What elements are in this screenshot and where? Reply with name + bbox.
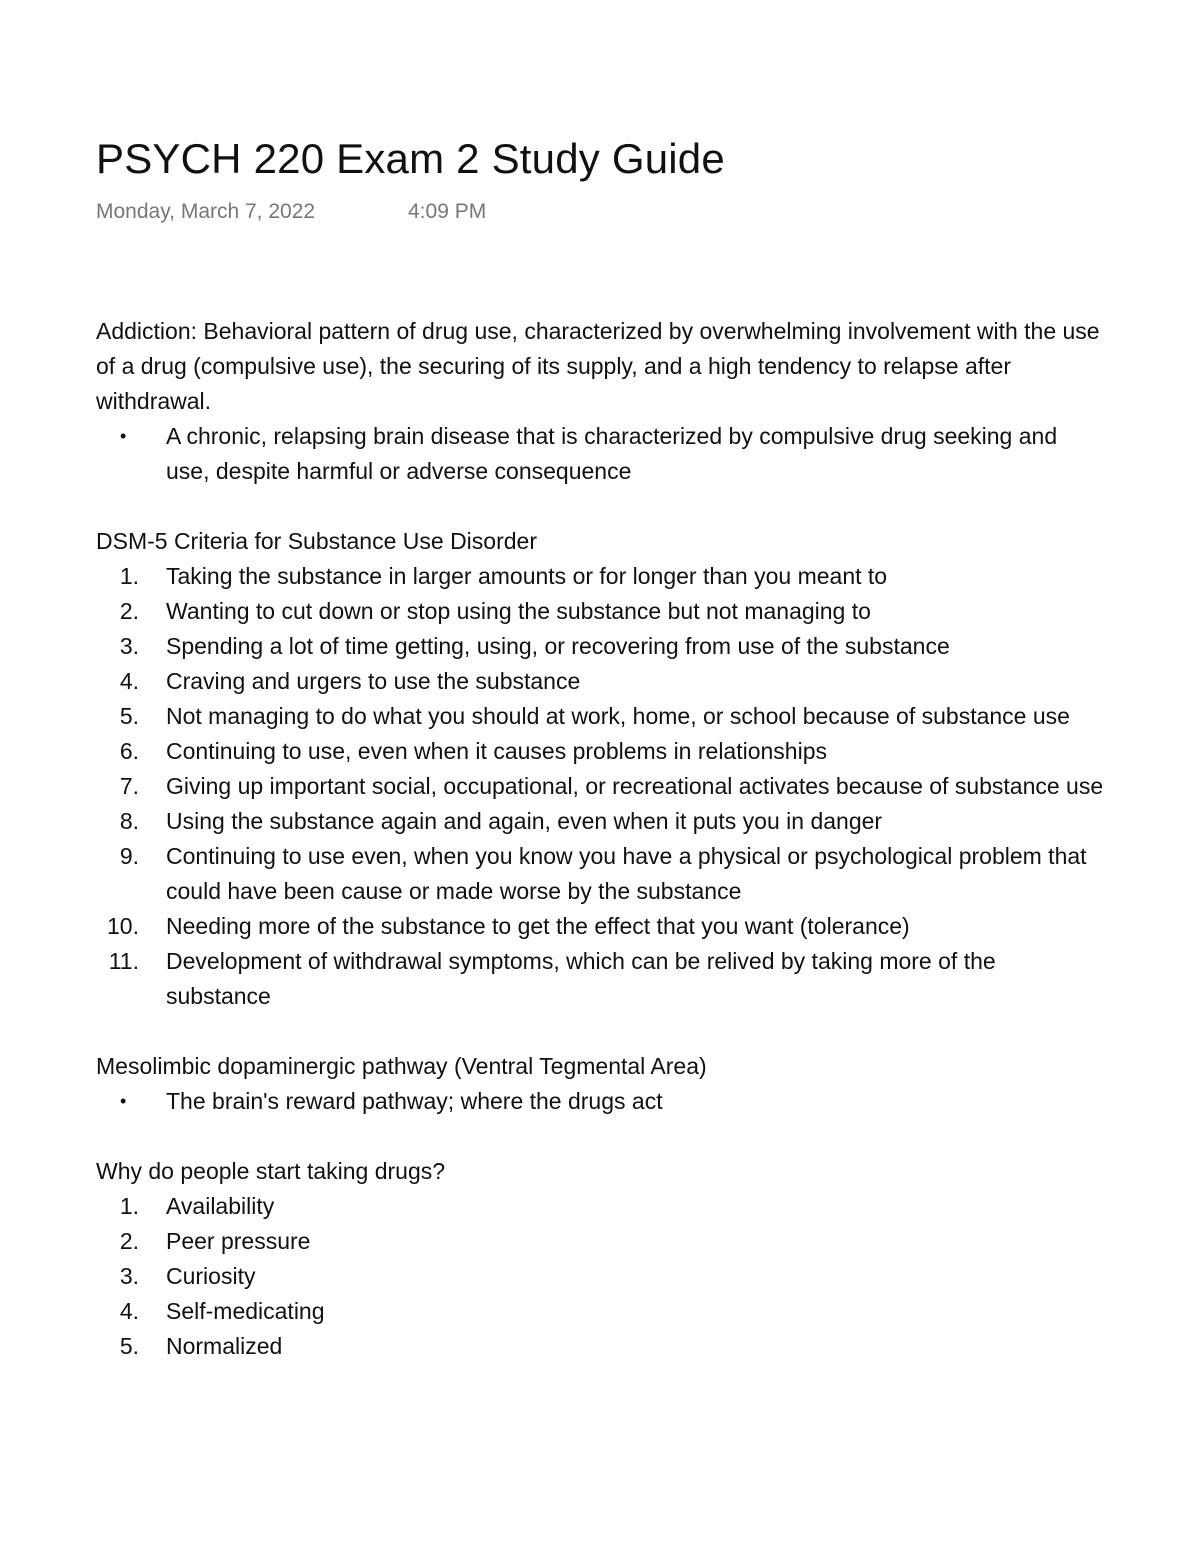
list-item — [96, 699, 1106, 734]
mesolimbic-bullet-list — [96, 1084, 1106, 1119]
list-item — [96, 629, 1106, 664]
list-item-text: Taking the substance in larger amounts or for longer than you meant to — [166, 563, 888, 589]
list-number: 1. — [119, 563, 139, 589]
list-number: 1. — [119, 1193, 139, 1219]
list-item — [96, 664, 1106, 699]
note-body — [96, 314, 1106, 1364]
dsm5-criteria-list — [96, 559, 1106, 1014]
list-number: 2. — [119, 1228, 139, 1254]
why-drugs-section — [96, 1154, 1106, 1364]
list-item — [96, 594, 1106, 629]
why-drugs-list — [96, 1189, 1106, 1364]
list-item-text: Curiosity — [166, 1263, 256, 1289]
bullet-marker: • — [120, 426, 127, 446]
list-item — [96, 1224, 1106, 1259]
list-item — [96, 944, 1106, 1014]
list-number: 7. — [119, 773, 139, 799]
list-item-text: Craving and urgers to use the substance — [166, 668, 581, 694]
list-item-text: Wanting to cut down or stop using the substance but not managing to — [166, 598, 871, 624]
dsm5-section — [96, 524, 1106, 1014]
note-time: 4:09 PM — [408, 200, 487, 223]
list-item — [96, 1189, 1106, 1224]
addiction-definition: Addiction: Behavioral pattern of drug use, characterized by overwhelming involvement with the use of a drug (compulsive use), the securing of its supply, and a high tendency to relapse after withdrawal. — [96, 318, 1100, 414]
list-item — [96, 1259, 1106, 1294]
note-timestamp — [96, 198, 1106, 226]
list-item-text: Availability — [166, 1193, 275, 1219]
note-page — [96, 132, 1106, 1364]
list-item — [96, 909, 1106, 944]
list-item — [96, 769, 1106, 804]
list-item — [96, 1329, 1106, 1364]
addiction-section — [96, 314, 1106, 489]
list-item-text: Using the substance again and again, even when it puts you in danger — [166, 808, 883, 834]
list-item-text: Self-medicating — [166, 1298, 325, 1324]
list-number: 4. — [119, 668, 139, 694]
list-item-text: Continuing to use even, when you know you have a physical or psychological problem that could have been cause or made worse by the substance — [166, 843, 1087, 904]
list-item — [96, 1084, 1106, 1119]
list-item — [96, 839, 1106, 909]
mesolimbic-section — [96, 1049, 1106, 1119]
why-drugs-heading: Why do people start taking drugs? — [96, 1158, 446, 1184]
list-item-text: Development of withdrawal symptoms, which can be relived by taking more of the substance — [166, 948, 996, 1009]
list-number: 9. — [119, 843, 139, 869]
addiction-bullet-list — [96, 419, 1106, 489]
list-number: 5. — [119, 1333, 139, 1359]
list-item-text: Giving up important social, occupational, or recreational activates because of substance use — [166, 773, 1104, 799]
list-item-text: Needing more of the substance to get the effect that you want (tolerance) — [166, 913, 910, 939]
list-item — [96, 734, 1106, 769]
list-number: 2. — [119, 598, 139, 624]
list-item-text: Normalized — [166, 1333, 283, 1359]
list-item-text: The brain's reward pathway; where the drugs act — [166, 1088, 663, 1114]
dsm5-heading: DSM-5 Criteria for Substance Use Disorder — [96, 528, 537, 554]
list-number: 8. — [119, 808, 139, 834]
page-title: PSYCH 220 Exam 2 Study Guide — [96, 135, 725, 182]
bullet-marker: • — [120, 1091, 127, 1111]
list-item-text: A chronic, relapsing brain disease that is characterized by compulsive drug seeking and use, despite harmful or adverse consequence — [166, 423, 1058, 484]
note-date: Monday, March 7, 2022 — [96, 200, 316, 223]
list-number: 6. — [119, 738, 139, 764]
list-number: 3. — [119, 1263, 139, 1289]
list-number: 11. — [108, 948, 139, 974]
list-number: 10. — [107, 913, 139, 939]
list-number: 5. — [119, 703, 139, 729]
mesolimbic-heading: Mesolimbic dopaminergic pathway (Ventral Tegmental Area) — [96, 1053, 707, 1079]
list-item — [96, 559, 1106, 594]
list-number: 3. — [119, 633, 139, 659]
list-item-text: Peer pressure — [166, 1228, 311, 1254]
list-item — [96, 1294, 1106, 1329]
list-item-text: Spending a lot of time getting, using, or recovering from use of the substance — [166, 633, 950, 659]
list-item — [96, 804, 1106, 839]
list-item — [96, 419, 1106, 489]
list-item-text: Continuing to use, even when it causes problems in relationships — [166, 738, 827, 764]
list-number: 4. — [119, 1298, 139, 1324]
list-item-text: Not managing to do what you should at work, home, or school because of substance use — [166, 703, 1070, 729]
